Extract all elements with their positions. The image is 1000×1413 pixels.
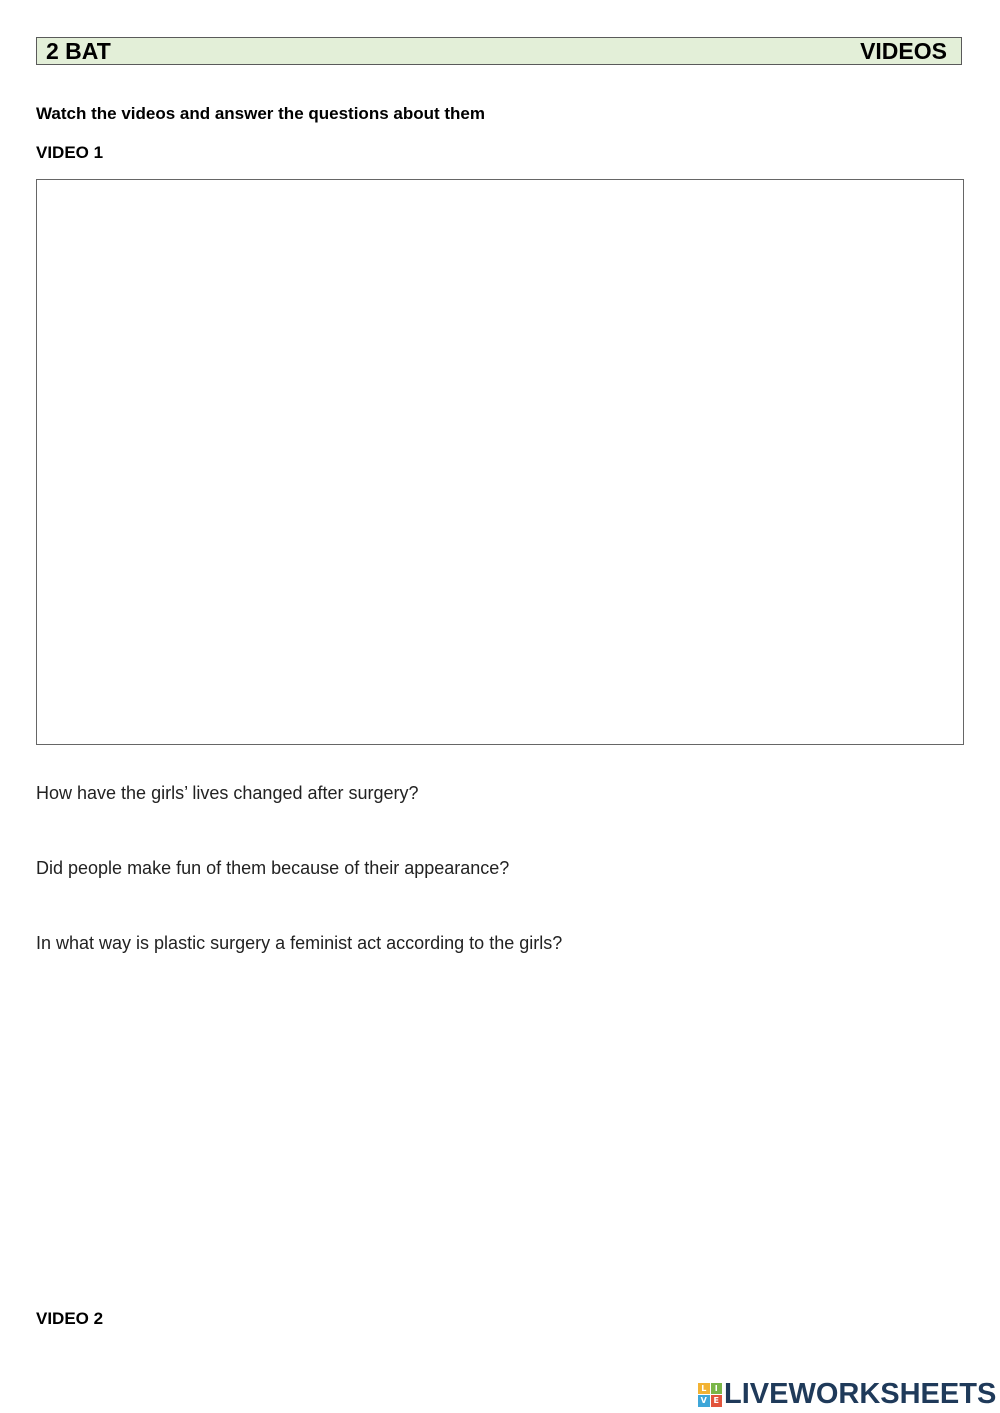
liveworksheets-logo-icon: L I V E	[698, 1383, 722, 1407]
worksheet-header	[36, 37, 962, 65]
video-1-player-frame[interactable]	[36, 179, 964, 745]
liveworksheets-logo-text: LIVEWORKSHEETS	[724, 1378, 997, 1410]
question-2: Did people make fun of them because of their appearance?	[36, 858, 510, 878]
header-course-label: 2 BAT	[46, 37, 111, 64]
question-1: How have the girls’ lives changed after surgery?	[36, 783, 419, 803]
instruction-text: Watch the videos and answer the questions about them	[36, 104, 485, 123]
video-2-title: VIDEO 2	[36, 1309, 104, 1328]
video-1-title: VIDEO 1	[36, 143, 104, 162]
header-topic-label: VIDEOS	[860, 37, 947, 64]
liveworksheets-logo	[698, 1378, 996, 1411]
question-3: In what way is plastic surgery a feminist act according to the girls?	[36, 933, 563, 953]
